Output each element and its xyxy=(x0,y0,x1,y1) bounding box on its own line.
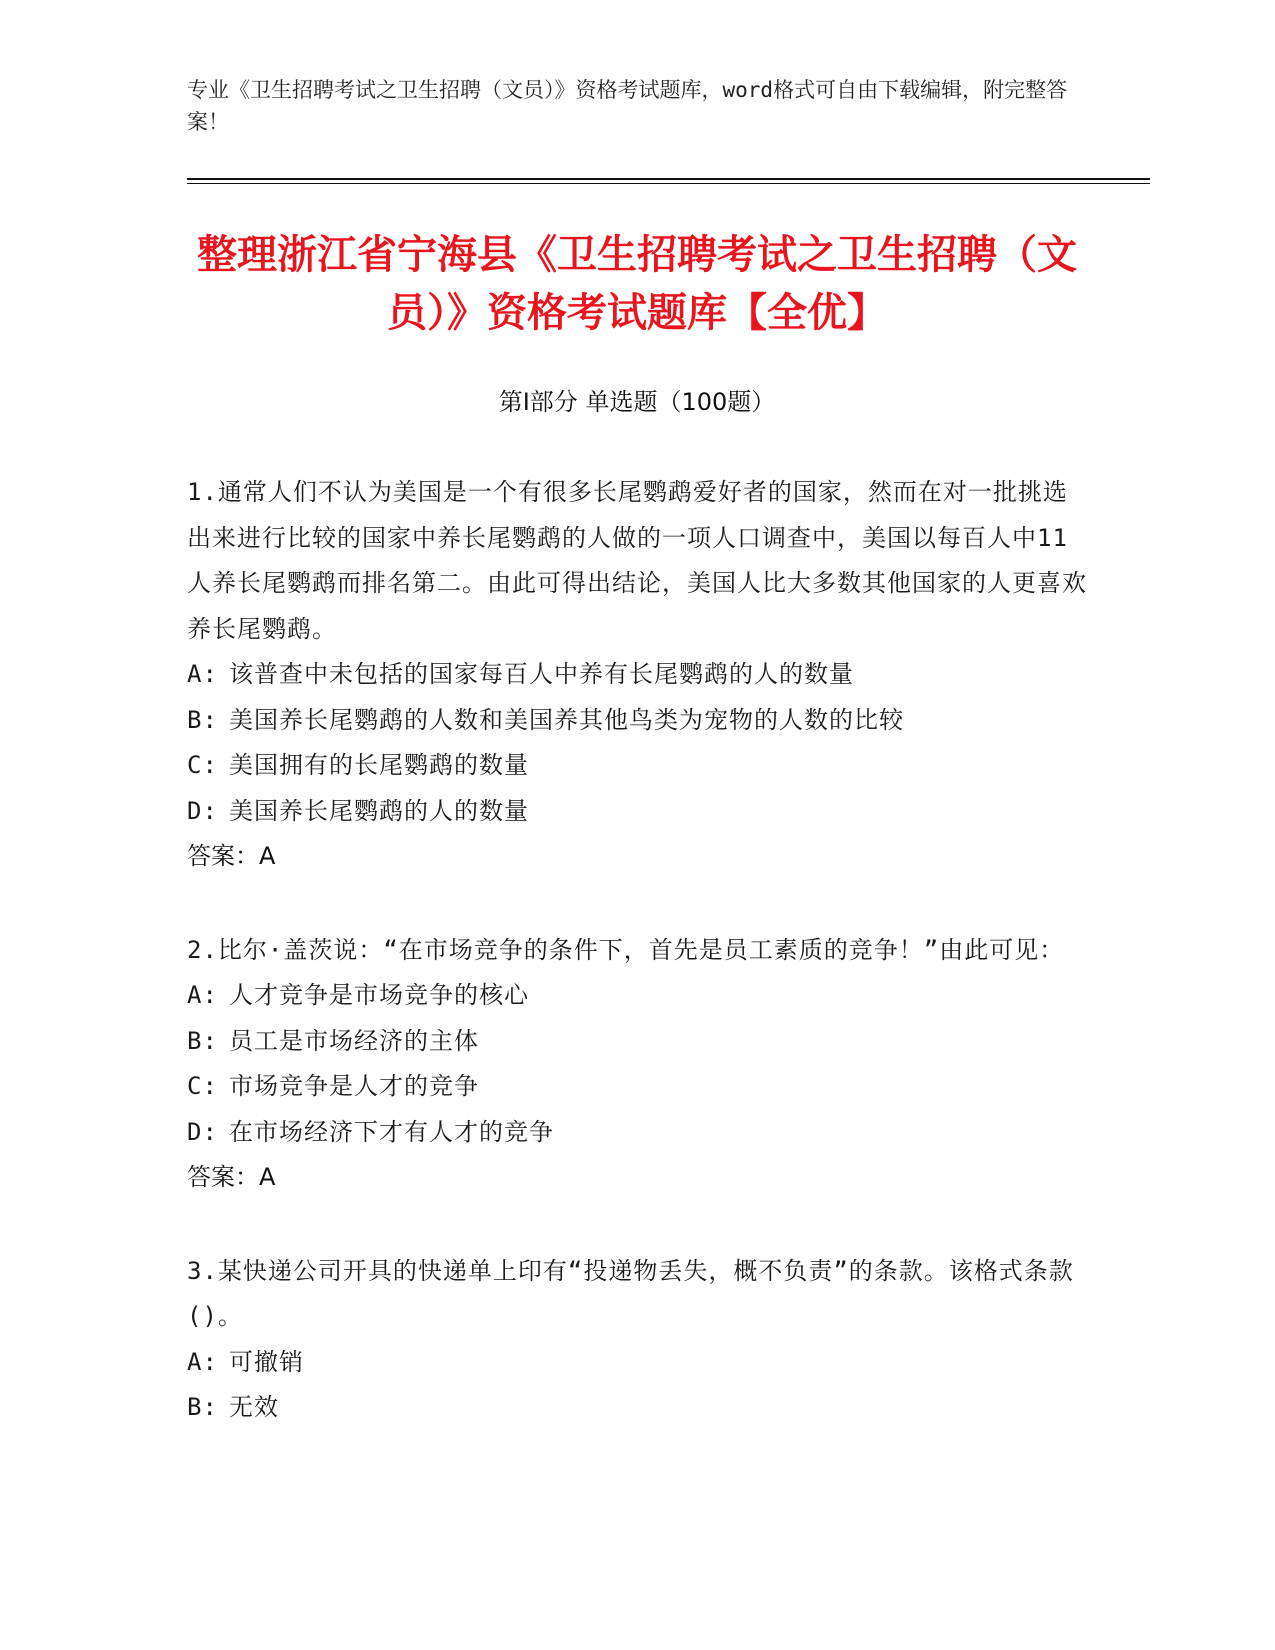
option-letter: A: xyxy=(187,660,218,688)
option-b xyxy=(187,698,1087,744)
header-note: 专业《卫生招聘考试之卫生招聘（文员）》资格考试题库，word格式可自由下载编辑，附完整答案！ xyxy=(187,78,1068,134)
option-letter: C: xyxy=(187,751,218,779)
question-1 xyxy=(187,470,1087,880)
question-stem: 2.比尔·盖茨说：“在市场竞争的条件下，首先是员工素质的竞争！”由此可见： xyxy=(187,935,1065,964)
header-rule-thin xyxy=(187,183,1150,184)
option-c xyxy=(187,1064,1087,1110)
document-title: 整理浙江省宁海县《卫生招聘考试之卫生招聘（文员）》资格考试题库【全优】 xyxy=(197,232,1077,336)
option-text: 人才竞争是市场竞争的核心 xyxy=(229,981,529,1009)
option-text: 无效 xyxy=(229,1393,279,1421)
option-letter: A: xyxy=(187,1347,218,1376)
option-text: 该普查中未包括的国家每百人中养有长尾鹦鹉的人的数量 xyxy=(229,660,854,688)
question-list xyxy=(187,470,1087,1479)
answer-line: 答案：A xyxy=(187,842,276,870)
option-letter: C: xyxy=(187,1072,218,1100)
option-letter: B: xyxy=(187,1026,218,1055)
option-text: 可撤销 xyxy=(229,1347,304,1376)
question-stem: 1.通常人们不认为美国是一个有很多长尾鹦鹉爱好者的国家，然而在对一批挑选出来进行比较的国家中养长尾鹦鹉的人做的一项人口调查中，美国以每百人中11人养长尾鹦鹉而排名第二。由此可得出结论，美国人比大多数其他国家的人更喜欢养长尾鹦鹉。 xyxy=(187,478,1087,643)
option-b xyxy=(187,1019,1087,1065)
option-letter: D: xyxy=(187,1117,218,1146)
answer-line: 答案：A xyxy=(187,1163,276,1191)
option-letter: D: xyxy=(187,796,218,825)
section-title: 第Ⅰ部分 单选题（100题） xyxy=(498,388,776,416)
option-text: 市场竞争是人才的竞争 xyxy=(229,1072,479,1100)
option-text: 在市场经济下才有人才的竞争 xyxy=(229,1117,554,1146)
option-a xyxy=(187,652,1087,698)
option-letter: B: xyxy=(187,705,218,734)
option-letter: B: xyxy=(187,1393,218,1421)
question-2 xyxy=(187,928,1087,1201)
option-a xyxy=(187,973,1087,1019)
option-b xyxy=(187,1385,1087,1431)
option-d xyxy=(187,789,1087,835)
option-text: 美国养长尾鹦鹉的人的数量 xyxy=(229,796,529,825)
option-c xyxy=(187,743,1087,789)
question-3 xyxy=(187,1249,1087,1431)
option-letter: A: xyxy=(187,981,218,1009)
option-text: 美国拥有的长尾鹦鹉的数量 xyxy=(229,751,529,779)
option-d xyxy=(187,1110,1087,1156)
option-text: 员工是市场经济的主体 xyxy=(229,1026,479,1055)
header-rule-thick xyxy=(187,178,1150,180)
option-a xyxy=(187,1340,1087,1386)
option-text: 美国养长尾鹦鹉的人数和美国养其他鸟类为宠物的人数的比较 xyxy=(229,705,904,734)
question-stem: 3.某快递公司开具的快递单上印有“投递物丢失，概不负责”的条款。该格式条款()。 xyxy=(187,1256,1074,1330)
